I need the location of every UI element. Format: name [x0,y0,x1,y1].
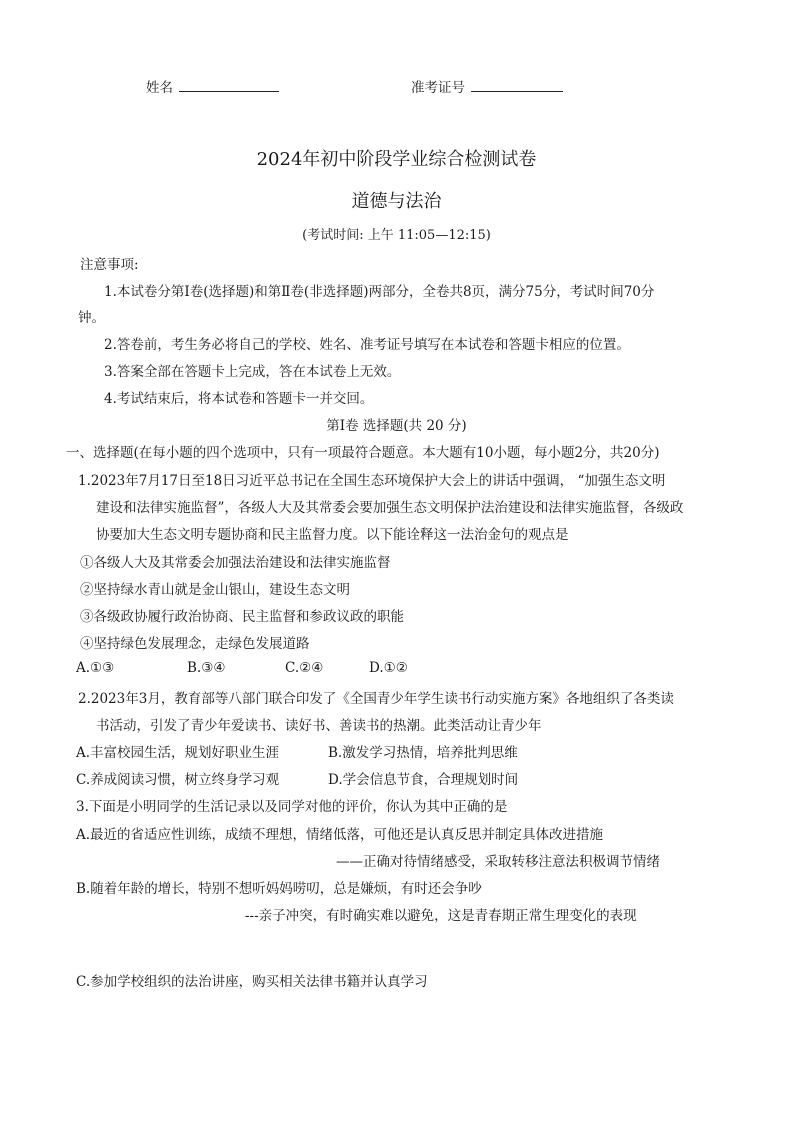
q1-option-c: C.②④ [285,660,324,676]
part1-heading: 第Ⅰ卷 选择题(共 20 分) [326,418,467,434]
exam-time: (考试时间: 上午 11:05—12:15) [302,228,491,243]
q2-option-a: A.丰富校园生活，规划好职业生涯 [76,745,280,761]
subject-title: 道德与法治 [351,191,442,212]
note-item-2: 2.答卷前，考生务必将自己的学校、姓名、准考证号填写在本试卷和答题卡相应的位置。 [104,337,630,353]
q3-option-b-comment: ---亲子冲突，有时确实难以避免，这是青春期正常生理变化的表现 [245,908,637,924]
q3-option-b: B.随着年龄的增长，特别不想听妈妈唠叨，总是嫌烦，有时还会争吵 [76,881,482,897]
notes-heading: 注意事项: [80,257,139,273]
q1-stem-line2: 建设和法律实施监督”，各级人大及其常委会要加强生态文明保护法治建设和法律实施监督，各级政 [96,500,684,516]
exam-id-field [411,76,563,96]
q2-option-b: B.激发学习热情，培养批判思维 [328,745,518,761]
q1-stem-line1: 1.2023年7月17日至18日习近平总书记在全国生态环境保护大会上的讲话中强调， “加强生态文明 [78,473,666,489]
q2-stem-line1: 2.2023年3月，教育部等八部门联合印发了《全国青少年学生读书行动实施方案》各地组织了各类读 [78,691,674,707]
q1-statement-4: ④坚持绿色发展理念，走绿色发展道路 [80,636,310,652]
q1-stem-line3: 协要加大生态文明专题协商和民主监督力度。以下能诠释这一法治金句的观点是 [96,527,569,543]
section1-intro: 一、选择题(在每小题的四个选项中，只有一项最符合题意。本大题有10小题，每小题2分，共20分) [66,445,660,461]
q3-option-a: A.最近的省适应性训练，成绩不理想，情绪低落，可他还是认真反思并制定具体改进措施 [76,827,604,843]
note-item-4: 4.考试结束后，将本试卷和答题卡一并交回。 [104,391,374,407]
q1-statement-3: ③各级政协履行政治协商、民主监督和参政议政的职能 [80,609,404,625]
name-field [146,76,279,96]
note-item-1-cont: 钟。 [78,310,105,326]
q3-option-a-comment: ——正确对待情绪感受，采取转移注意法积极调节情绪 [336,854,660,870]
note-item-3: 3.答案全部在答题卡上完成，答在本试卷上无效。 [104,364,401,380]
exam-id-label: 准考证号 [411,80,465,96]
name-blank [179,79,279,92]
q3-option-c: C.参加学校组织的法治讲座，购买相关法律书籍并认真学习 [76,974,428,990]
q3-stem: 3.下面是小明同学的生活记录以及同学对他的评价，你认为其中正确的是 [76,799,508,815]
q1-option-a: A.①③ [76,660,115,676]
q1-statement-1: ①各级人大及其常委会加强法治建设和法律实施监督 [80,555,391,571]
name-label: 姓名 [146,80,173,96]
q1-option-d: D.①② [369,660,408,676]
q2-option-c: C.养成阅读习惯，树立终身学习观 [76,772,280,788]
q2-option-d: D.学会信息节食，合理规划时间 [328,772,519,788]
q1-option-b: B.③④ [187,660,226,676]
q2-stem-line2: 书活动，引发了青少年爱读书、读好书、善读书的热潮。此类活动让青少年 [96,718,542,734]
note-item-1: 1.本试卷分第Ⅰ卷(选择题)和第Ⅱ卷(非选择题)两部分，全卷共8页，满分75分，考试时间70分 [104,284,655,300]
exam-id-blank [471,79,563,92]
page-title: 2024年初中阶段学业综合检测试卷 [256,149,537,170]
q1-statement-2: ②坚持绿水青山就是金山银山，建设生态文明 [80,582,350,598]
